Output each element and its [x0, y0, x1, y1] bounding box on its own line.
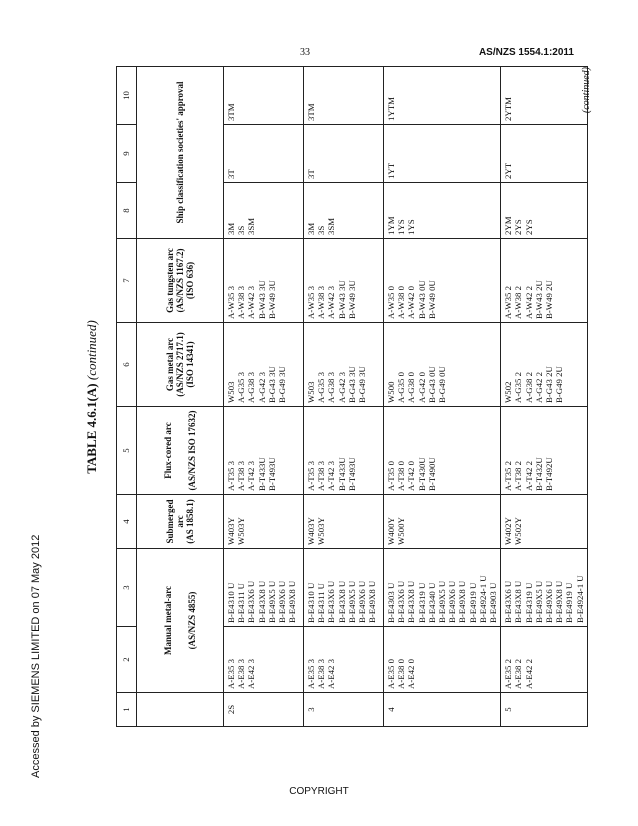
- cell-line: A-T38 2: [513, 460, 524, 491]
- cell-line: 2YTM: [503, 97, 514, 121]
- col-num: 6: [117, 323, 137, 407]
- cell-line: A-E38 2: [513, 658, 524, 689]
- cell-line: A-T38 3: [316, 460, 327, 491]
- cell-line: 1YS: [406, 219, 417, 235]
- cell-line: 2YS: [513, 219, 524, 235]
- cell-line: A-T42 0: [406, 460, 417, 491]
- cell-line: B-E49X5 U: [346, 580, 357, 623]
- cell-line: W503Y: [236, 517, 247, 545]
- cell-line: W500Y: [396, 517, 407, 545]
- table-cell-c1: 3: [304, 693, 384, 727]
- cell-line: W503Y: [316, 517, 327, 545]
- table-cell-c3: [384, 549, 501, 627]
- col-num: 3: [117, 549, 137, 627]
- cell-line: A-E38 3: [316, 658, 327, 689]
- table-cell-c10: [224, 67, 304, 125]
- cell-line: B-E49X6 U: [447, 580, 458, 623]
- cell-line: W403Y: [226, 517, 236, 545]
- cell-line: W403Y: [306, 517, 316, 545]
- cell-line: A-G42 3: [336, 371, 347, 403]
- cell-line: A-E42 3: [326, 658, 337, 689]
- cell-line: A-W35 3: [306, 286, 316, 319]
- header-row: [137, 67, 224, 727]
- cell-line: A-G38 2: [523, 371, 534, 403]
- table-row: [224, 67, 304, 727]
- cell-line: A-E35 2: [503, 658, 514, 689]
- access-note: Accessed by SIEMENS LIMITED on 07 May 2012: [30, 534, 42, 778]
- table-cell-c5: [501, 407, 588, 495]
- cell-line: B-E49X5 U: [533, 580, 544, 623]
- cell-line: B-E4310 U: [226, 582, 236, 623]
- table-cell-c6: [224, 323, 304, 407]
- cell-line: B-W49 2U: [544, 280, 555, 319]
- cell-line: 1YM: [386, 216, 396, 235]
- table-cell-c10: [384, 67, 501, 125]
- rotated-table-block: [84, 67, 592, 727]
- cell-line: B-W49 0U: [426, 280, 437, 319]
- cell-line: B-T433U: [336, 457, 347, 491]
- cell-line: A-E42 3: [246, 658, 257, 689]
- table-cell-c9: [304, 125, 384, 183]
- cell-line: A-W38 0: [396, 286, 407, 319]
- table-cell-c3: [304, 549, 384, 627]
- table-cell-c5: [304, 407, 384, 495]
- col-num: 8: [117, 183, 137, 239]
- cell-line: 3TM: [306, 103, 316, 121]
- cell-line: W503: [226, 381, 236, 403]
- header-flux-cored-arc: Flux-cored arc (AS/NZS ISO 17632): [137, 407, 224, 495]
- cell-line: B-E43X6 U: [396, 580, 407, 623]
- table-row: [501, 67, 588, 727]
- cell-line: 3T: [306, 169, 316, 179]
- table-cell-c7: [304, 239, 384, 323]
- cell-line: B-E43X6 U: [246, 580, 257, 623]
- cell-line: B-W43 3U: [336, 280, 347, 319]
- cell-line: A-E42 0: [406, 658, 417, 689]
- cell-line: A-T38 3: [236, 460, 247, 491]
- cell-line: A-G38 3: [246, 371, 257, 403]
- table-title-text: TABLE 4.6.1(A): [84, 383, 99, 474]
- cell-line: B-E4310 U: [306, 582, 316, 623]
- cell-line: A-G35 3: [316, 371, 327, 403]
- table-cell-c5: [384, 407, 501, 495]
- cell-line: B-W49 3U: [346, 280, 357, 319]
- cell-line: A-T42 2: [523, 460, 534, 491]
- cell-line: A-W38 2: [513, 286, 524, 319]
- cell-line: 3SM: [326, 217, 337, 235]
- col-num: 1: [117, 693, 137, 727]
- continued-note: (continued): [581, 67, 592, 114]
- cell-line: B-G49 2U: [554, 366, 565, 403]
- cell-line: 3TM: [226, 103, 236, 121]
- header-ship-classification: Ship classification societies' approval: [137, 67, 224, 239]
- cell-line: A-G42 3: [256, 371, 267, 403]
- table-cell-c2: [501, 627, 588, 693]
- cell-line: B-E43X6 U: [326, 580, 337, 623]
- cell-line: B-E4311 U: [236, 583, 247, 623]
- table-cell-c7: [384, 239, 501, 323]
- cell-line: A-W42 3: [246, 286, 257, 319]
- table-cell-c2: [304, 627, 384, 693]
- table-cell-c5: [224, 407, 304, 495]
- table-cell-c9: [384, 125, 501, 183]
- header-manual-metal-arc: Manual metal-arc (AS/NZS 4855): [137, 549, 224, 693]
- table-cell-c6: [384, 323, 501, 407]
- table-cell-c2: [384, 627, 501, 693]
- cell-line: B-T493U: [266, 457, 277, 491]
- cell-line: A-T35 2: [503, 460, 514, 491]
- cell-line: B-E4319 U: [416, 582, 427, 623]
- cell-line: A-T42 3: [326, 460, 337, 491]
- cell-line: B-G49 0U: [437, 366, 448, 403]
- cell-line: B-E43X8 U: [256, 580, 267, 623]
- cell-line: B-T492U: [544, 457, 555, 491]
- table-cell-c8: [501, 183, 588, 239]
- table-cell-c4: [384, 495, 501, 549]
- table-cell-c9: [224, 125, 304, 183]
- cell-line: A-W35 3: [226, 286, 236, 319]
- table-cell-c8: [224, 183, 304, 239]
- cell-line: B-W43 2U: [533, 280, 544, 319]
- cell-line: 2YM: [503, 216, 514, 235]
- table-cell-c1: 4: [384, 693, 501, 727]
- cell-line: A-G35 2: [513, 371, 524, 403]
- cell-line: W402Y: [503, 517, 514, 545]
- table-row: [304, 67, 384, 727]
- table-cell-c10: [304, 67, 384, 125]
- col-num: 7: [117, 239, 137, 323]
- cell-line: B-E49X8 U: [457, 580, 468, 623]
- cell-line: W400Y: [386, 517, 396, 545]
- cell-line: B-E49X8 U: [287, 580, 298, 623]
- cell-line: B-T433U: [256, 457, 267, 491]
- cell-line: B-E4924-1 U: [574, 575, 585, 623]
- cell-line: A-E35 3: [306, 658, 316, 689]
- cell-line: 3S: [316, 225, 327, 235]
- table-cell-c3: [501, 549, 588, 627]
- cell-line: B-E49X6 U: [544, 580, 555, 623]
- table-cell-c4: [304, 495, 384, 549]
- cell-line: A-E38 0: [396, 658, 407, 689]
- cell-line: B-E4919 U: [467, 582, 478, 623]
- cell-line: B-E49X8 U: [367, 580, 378, 623]
- table-cell-c1: 5: [501, 693, 588, 727]
- cell-line: A-E42 2: [523, 658, 534, 689]
- cell-line: A-W38 3: [236, 286, 247, 319]
- table-cell-c4: [224, 495, 304, 549]
- cell-line: B-E43X8 U: [513, 580, 524, 623]
- electrode-table: [116, 66, 588, 727]
- cell-line: B-W43 0U: [416, 280, 427, 319]
- cell-line: 3SM: [246, 217, 257, 235]
- table-title-suffix: (continued): [84, 320, 99, 381]
- cell-line: B-G43 3U: [266, 366, 277, 403]
- cell-line: A-W38 3: [316, 286, 327, 319]
- table-cell-c7: [501, 239, 588, 323]
- table-cell-c9: [501, 125, 588, 183]
- cell-line: B-G49 3U: [357, 366, 368, 403]
- cell-line: W502Y: [513, 517, 524, 545]
- cell-line: B-G49 3U: [277, 366, 288, 403]
- cell-line: A-G42 2: [533, 371, 544, 403]
- header-gas-tungsten-arc: Gas tungsten arc (AS/NZS 1167.2) (ISO 636): [137, 239, 224, 323]
- header-blank: [137, 693, 224, 727]
- cell-line: A-E35 3: [226, 658, 236, 689]
- cell-line: B-E4903 U: [488, 582, 499, 623]
- cell-line: 2YS: [523, 219, 534, 235]
- copyright-footer: COPYRIGHT: [289, 786, 349, 797]
- cell-line: B-E49X5 U: [266, 580, 277, 623]
- cell-line: 3M: [226, 222, 236, 235]
- cell-line: B-G43 0U: [426, 366, 437, 403]
- table-cell-c8: [304, 183, 384, 239]
- cell-line: A-G35 3: [236, 371, 247, 403]
- cell-line: B-E43X8 U: [406, 580, 417, 623]
- table-cell-c10: [501, 67, 588, 125]
- header-gas-metal-arc: Gas metal arc (AS/NZS 2717.1) (ISO 14341): [137, 323, 224, 407]
- table-cell-c6: [501, 323, 588, 407]
- cell-line: A-G38 0: [406, 371, 417, 403]
- table-cell-c7: [224, 239, 304, 323]
- col-num: 5: [117, 407, 137, 495]
- cell-line: A-E35 0: [386, 658, 396, 689]
- cell-line: B-E49X8 U: [554, 580, 565, 623]
- table-title: [84, 67, 100, 727]
- cell-line: A-T35 3: [306, 460, 316, 491]
- cell-line: W502: [503, 381, 514, 403]
- cell-line: B-E4924-1 U: [477, 575, 488, 623]
- cell-line: 3S: [236, 225, 247, 235]
- cell-line: A-W35 0: [386, 286, 396, 319]
- cell-line: W500: [386, 381, 396, 403]
- cell-line: A-W42 0: [406, 286, 417, 319]
- cell-line: A-W42 3: [326, 286, 337, 319]
- cell-line: A-T38 0: [396, 460, 407, 491]
- page-number: 33: [300, 47, 310, 58]
- cell-line: 1YTM: [386, 97, 396, 121]
- cell-line: A-W35 2: [503, 286, 514, 319]
- table-cell-c6: [304, 323, 384, 407]
- standard-id: AS/NZS 1554.1:2011: [478, 47, 574, 58]
- cell-line: B-W49 3U: [266, 280, 277, 319]
- cell-line: B-T432U: [533, 457, 544, 491]
- header-submerged-arc: Submerged arc (AS 1858.1): [137, 495, 224, 549]
- cell-line: B-E49X5 U: [437, 580, 448, 623]
- table-cell-c4: [501, 495, 588, 549]
- cell-line: 2YT: [503, 162, 514, 179]
- cell-line: 1YS: [396, 219, 407, 235]
- cell-line: A-T35 3: [226, 460, 236, 491]
- cell-line: B-E4919 U: [564, 582, 575, 623]
- cell-line: A-G38 3: [326, 371, 337, 403]
- table-cell-c2: [224, 627, 304, 693]
- cell-line: 3M: [306, 222, 316, 235]
- table-cell-c8: [384, 183, 501, 239]
- col-num: 2: [117, 627, 137, 693]
- cell-line: B-E4319 U: [523, 582, 534, 623]
- cell-line: 3T: [226, 169, 236, 179]
- col-num: 4: [117, 495, 137, 549]
- table-body: [224, 67, 588, 727]
- cell-line: B-E4303 U: [386, 582, 396, 623]
- cell-line: B-T490U: [426, 457, 437, 491]
- cell-line: A-E38 3: [236, 658, 247, 689]
- cell-line: B-E43X6 U: [503, 580, 514, 623]
- col-num: 10: [117, 67, 137, 125]
- table-cell-c1: 2S: [224, 693, 304, 727]
- cell-line: B-E43X8 U: [336, 580, 347, 623]
- column-number-row: [117, 67, 137, 727]
- cell-line: B-E4340 U: [426, 582, 437, 623]
- cell-line: B-E49X6 U: [357, 580, 368, 623]
- cell-line: B-E4311 U: [316, 583, 327, 623]
- cell-line: B-T430U: [416, 457, 427, 491]
- cell-line: B-G43 2U: [544, 366, 555, 403]
- cell-line: A-T42 3: [246, 460, 257, 491]
- cell-line: A-W42 2: [523, 286, 534, 319]
- table-row: [384, 67, 501, 727]
- cell-line: B-G43 3U: [346, 366, 357, 403]
- table-cell-c3: [224, 549, 304, 627]
- cell-line: B-W43 3U: [256, 280, 267, 319]
- cell-line: B-E49X6 U: [277, 580, 288, 623]
- cell-line: W503: [306, 381, 316, 403]
- cell-line: A-T35 0: [386, 460, 396, 491]
- cell-line: A-G42 0: [416, 371, 427, 403]
- cell-line: B-T493U: [346, 457, 357, 491]
- cell-line: A-G35 0: [396, 371, 407, 403]
- col-num: 9: [117, 125, 137, 183]
- cell-line: 1YT: [386, 162, 396, 179]
